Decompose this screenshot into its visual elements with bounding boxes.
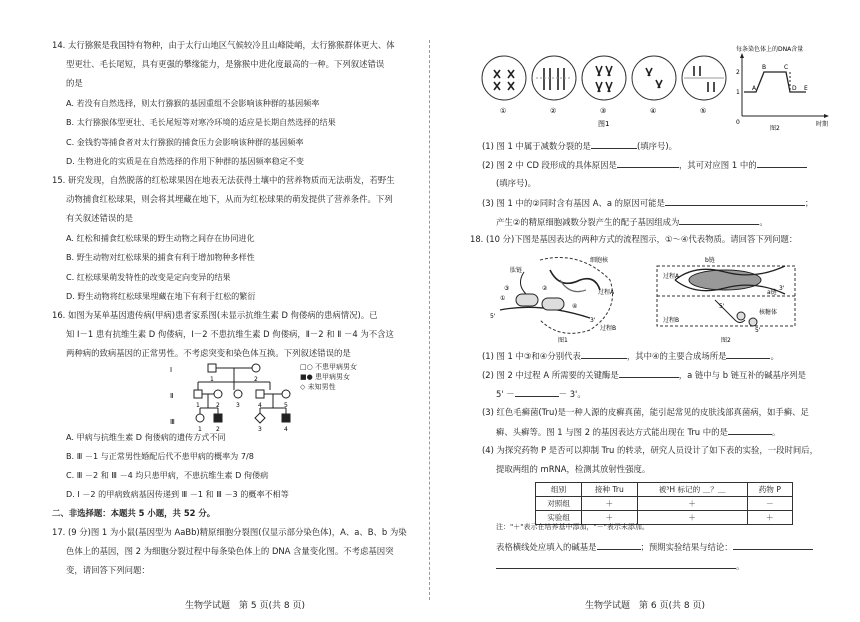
q18-p5a-text: 表格横线处应填入的碱基是	[496, 542, 597, 552]
cell-label-5: ⑤	[700, 107, 707, 115]
fig1-label-process-b: 过程B	[600, 325, 617, 332]
pedigree-num-iii1: 1	[198, 426, 202, 432]
q16-option-c: C. Ⅲ －2 和 Ⅲ －4 均只患甲病，不患抗维生素 D 佝偻病	[66, 470, 269, 480]
gen-label-1: Ⅰ	[170, 366, 173, 374]
fig2-label-process-a: 过程A	[663, 273, 680, 280]
q17-p1-text: (1) 图 1 中属于减数分裂的是	[482, 141, 591, 151]
fig2-point-b: B	[762, 64, 767, 71]
q18-p1-text: (1) 图 1 中③和④分别代表	[482, 351, 581, 361]
q17-p3c-text: 产生②的精原细胞减数分裂产生的配子基因组成为	[496, 217, 680, 227]
q16-option-b: B. Ⅲ －1 与正常男性婚配后代不患甲病的概率为 7/8	[66, 451, 254, 461]
fig1-label-peptide: 肽链	[510, 267, 523, 274]
q18-part-5a	[496, 541, 813, 553]
cell-5	[682, 56, 726, 100]
cell-label-4: ④	[650, 107, 657, 115]
q17-part-2	[482, 159, 807, 171]
fig2-label-5prime-b: 5'	[755, 327, 761, 334]
fig2-label-ribosome: 核糖体	[759, 309, 778, 316]
fig2-label-b-strand: b链	[705, 257, 715, 264]
pedigree-num-iii2: 2	[216, 426, 220, 432]
pedigree-num-ii5: 5	[284, 402, 288, 409]
q18-p1-end: 。	[770, 351, 779, 361]
q18-p3b-text: 癣、头癣等。图 1 与图 2 的基因表达方式能出现在 Tru 中的是	[496, 427, 728, 437]
fig2-point-e: E	[804, 85, 808, 92]
table-header-labeled: 被³H 标记的 ＿？＿	[637, 483, 747, 497]
q15-stem-3: 有关叙述错误的是	[66, 213, 133, 223]
table-row	[536, 497, 793, 511]
table-header-group: 组别	[536, 483, 582, 497]
q14-option-d: D. 生物进化的实质是在自然选择的作用下种群的基因频率稳定不变	[66, 156, 305, 166]
q18-part-2	[482, 369, 806, 381]
q16-stem-2: 知 Ⅰ－1 患有抗维生素 D 佝偻病，Ⅰ－2 不患抗维生素 D 佝偻病，Ⅱ－2 和 Ⅱ －4 为不含这	[66, 329, 394, 339]
fig1-label-2: ②	[542, 285, 548, 292]
fig2-tick-2: 2	[736, 69, 740, 76]
q17-stem-3: 变，请回答下列问题：	[66, 565, 150, 575]
fig2-origin: 0	[736, 119, 740, 126]
q18-part-5c	[496, 560, 744, 572]
q16-stem-1: 16. 如图为某单基因遗传病(甲病)患者家系图(未显示抗维生素 D 佝偻病的患病情况)。已	[52, 310, 378, 320]
pedigree-ii2	[214, 390, 222, 398]
fig2-point-a: A	[752, 85, 757, 92]
q17-p2-suffix: (填序号)。	[496, 178, 537, 188]
q14-stem-2: 型更壮、毛长尾短，具有更强的攀缘能力，是猕猴中进化度最高的一种。下列叙述错误	[66, 59, 385, 69]
table-note: 注："＋"表示在培养基中添加，"－"表示未添加。	[496, 523, 649, 531]
q17-p2-text: (2) 图 2 中 CD 段形成的具体原因是	[482, 160, 617, 170]
pedigree-iii4	[282, 414, 290, 422]
section-2-heading: 二、非选择题：本题共 5 小题，共 52 分。	[52, 508, 216, 518]
q18-stem: 18. (10 分)下图是基因表达的两种方式的流程图示，①～④代表物质。请回答下列问题：	[470, 234, 798, 244]
pedigree-ii3	[234, 390, 242, 398]
q18-p2-5prime: 5' －	[496, 389, 515, 399]
pedigree-num-i2: 2	[254, 376, 258, 383]
table-header-row	[536, 483, 793, 497]
q18-part-4a: (4) 为探究药物 P 是否可以抑制 Tru 的转录，研究人员设计了如下表的实验，一段时间后，	[482, 445, 818, 455]
legend-affected: ■● 患甲病男女	[300, 373, 350, 381]
q17-p3d-end: 。	[759, 217, 768, 227]
fig1-label-5prime: 5'	[490, 313, 496, 320]
q18-p2-3prime: － 3'。	[558, 389, 586, 399]
fig1-label-4: ④	[572, 303, 578, 310]
q15-option-d: D. 野生动物将红松球果埋藏在地下有利于红松的繁衍	[66, 291, 256, 301]
cell-4	[632, 56, 676, 100]
q17-p3-semicolon: ；	[804, 198, 814, 208]
q17-p2-blank-2[interactable]	[757, 159, 807, 168]
q15-stem-2: 动物捕食红松球果，则会将其埋藏在地下，从而为红松球果的萌发提供了营养条件。下列	[66, 194, 393, 204]
fig1-label-3prime: 3'	[590, 317, 596, 324]
q14-stem-3: 的是	[66, 78, 83, 88]
table-header-tru: 接种 Tru	[582, 483, 637, 497]
table-cell: 实验组	[536, 511, 582, 525]
q18-p1-mid: ，其中④的主要合成场所是	[626, 351, 727, 361]
pedigree-num-ii2: 2	[216, 402, 220, 409]
pedigree-num-iii3: 3	[258, 426, 262, 432]
q18-p2-blank-1[interactable]	[619, 369, 679, 378]
dna-strand	[550, 270, 600, 290]
q17-part-1	[482, 140, 677, 152]
q18-part-2b	[496, 388, 586, 400]
q18-fig1	[480, 250, 650, 346]
table-cell: ＋	[747, 511, 792, 525]
q18-part-3b	[496, 426, 780, 438]
gen-label-3: Ⅲ	[170, 418, 175, 426]
q15-option-b: B. 野生动物对红松球果的捕食有利于增加物种多样性	[66, 252, 255, 262]
fig2-ylabel: 每条染色体上的DNA含量	[736, 46, 804, 53]
right-page	[430, 0, 860, 622]
q17-stem-2: 色体上的基因，图 2 为细胞分裂过程中每条染色体上的 DNA 含量变化图。不考虑基因突	[66, 546, 394, 556]
q17-stem-1: 17. (9 分)图 1 为小鼠(基因型为 AaBb)精原细胞分裂图(仅显示部分染色体)，A、a、B、b 为染	[52, 527, 407, 537]
q18-fig1-caption: 图1	[558, 337, 568, 344]
q18-part-4b: 提取两组的 mRNA，检测其放射性强度。	[496, 464, 651, 474]
legend-unaffected: □○ 不患甲病男女	[300, 363, 357, 371]
q16-option-d: D. Ⅰ －2 的甲病致病基因传递到 Ⅲ －1 和 Ⅲ －3 的概率不相等	[66, 489, 289, 499]
fig1-label-nucleus: 细胞核	[590, 257, 609, 264]
q18-p5-blank-2[interactable]	[733, 541, 813, 550]
pedigree-num-ii1: 1	[196, 402, 200, 409]
q14-stem-1: 14. 太行猕猴是我国特有物种，由于太行山地区气候较冷且山峰陡峭，太行猕猴群体更大、体	[52, 40, 395, 50]
legend-unknown: ◇ 未知男性	[300, 383, 336, 391]
q18-p3-end: 。	[771, 427, 781, 437]
table-cell: ＋	[637, 497, 747, 511]
pedigree-iii3	[255, 413, 265, 423]
fig2-dna-graph	[730, 42, 840, 132]
cell-2	[532, 56, 576, 100]
fig1-cell-division	[480, 48, 728, 128]
cell-3	[582, 56, 626, 100]
fig2-caption: 图2	[770, 125, 780, 132]
table-cell: ＋	[582, 511, 637, 525]
fig2-label-a-strand: a链	[767, 289, 777, 296]
fig1-caption: 图1	[598, 120, 610, 128]
q17-p3-blank-2[interactable]	[679, 216, 759, 225]
fig2-label-3prime: 3'	[779, 285, 785, 292]
table-cell: －	[747, 497, 792, 511]
fig2-tick-1: 1	[736, 89, 740, 96]
pedigree-ii4	[256, 390, 264, 398]
pedigree-i1	[208, 364, 216, 372]
fig1-label-3: ③	[504, 285, 510, 292]
pedigree-chart	[160, 360, 310, 432]
q15-stem-1: 15. 研究发现，自然脱落的红松球果因在地表无法获得土壤中的营养物质而无法萌发，若野生	[52, 175, 395, 185]
fig2-point-d: D	[792, 85, 797, 92]
right-footer: 生物学试题 第 6 页(共 8 页)	[585, 601, 705, 611]
q18-p5b-text: ；预期实验结果与结论：	[640, 542, 733, 552]
dna-bubble	[689, 270, 761, 290]
q17-part-3	[482, 197, 813, 209]
q16-option-a: A. 甲病与抗维生素 D 佝偻病的遗传方式不同	[66, 432, 226, 442]
q18-fig2-caption: 图2	[721, 337, 731, 344]
cell-label-1: ①	[500, 107, 507, 115]
left-footer: 生物学试题 第 5 页(共 8 页)	[185, 601, 305, 611]
fig2-label-process-b: 过程B	[663, 317, 680, 324]
q14-option-a: A. 若没有自然选择，则太行猕猴的基因重组不会影响该种群的基因频率	[66, 98, 320, 108]
cell-label-2: ②	[550, 107, 557, 115]
table-header-drug: 药物 P	[747, 483, 792, 497]
pedigree-legend	[300, 362, 357, 392]
pedigree-num-ii4: 4	[258, 402, 262, 409]
q18-p2-blank-2[interactable]	[515, 388, 559, 397]
q18-p5-blank-3[interactable]	[496, 560, 736, 569]
table-cell: ＋	[637, 511, 747, 525]
cell-1	[482, 56, 526, 100]
q16-stem-3: 两种病的致病基因的正常男性。不考虑突变和染色体互换。下列叙述错误的是	[66, 348, 351, 358]
q18-p5-end: 。	[736, 561, 745, 571]
pedigree-num-ii3: 3	[236, 402, 240, 409]
q15-option-c: C. 红松球果萌发特性的改变是定向变异的结果	[66, 272, 231, 282]
pedigree-num-iii4: 4	[284, 426, 288, 432]
q15-option-a: A. 红松和捕食红松球果的野生动物之间存在协同进化	[66, 233, 255, 243]
q18-p2-mid: ，a 链中与 b 链互补的碱基序列是	[678, 370, 807, 380]
experiment-table	[535, 482, 793, 525]
fig1-label-process-a: 过程A	[598, 289, 615, 296]
pedigree-ii5	[282, 390, 290, 398]
q17-p3-text: (3) 图 1 中的②同时含有基因 A、a 的原因可能是	[482, 198, 665, 208]
ribosome-1	[516, 294, 538, 306]
pedigree-ii1	[194, 390, 202, 398]
q18-part-1	[482, 350, 779, 362]
q17-p1-blank[interactable]	[591, 140, 637, 149]
q14-option-b: B. 太行猕猴体型更壮、毛长尾短等对寒冷环境的适应是长期自然选择的结果	[66, 117, 336, 127]
table-cell: ＋	[582, 497, 637, 511]
q14-option-c: C. 金钱豹等捕食者对太行猕猴的捕食压力会影响该种群的基因频率	[66, 137, 304, 147]
gen-label-2: Ⅱ	[170, 392, 174, 400]
table-cell: 对照组	[536, 497, 582, 511]
pedigree-iii2	[214, 414, 222, 422]
ribosome-2	[542, 298, 564, 310]
peptide-chain	[520, 272, 526, 294]
q17-p2-blank-1[interactable]	[617, 159, 679, 168]
q18-p3-blank[interactable]	[728, 426, 772, 435]
pedigree-i2	[252, 364, 260, 372]
fig2-point-c: C	[784, 64, 789, 71]
cell-label-3: ③	[600, 107, 607, 115]
fig1-label-1: ①	[500, 295, 506, 302]
pedigree-iii1	[196, 414, 204, 422]
q18-p1-blank-2[interactable]	[726, 350, 770, 359]
q17-p2-mid: ，其可对应图 1 中的	[678, 160, 757, 170]
q18-p2-text: (2) 图 2 中过程 A 所需要的关键酶是	[482, 370, 619, 380]
q18-part-3a: (3) 红色毛癣菌(Tru)是一种人源的皮癣真菌，能引起常见的皮肤浅部真菌病，如手癣、足	[482, 407, 809, 417]
fig2-label-5prime-a: 5'	[719, 303, 725, 310]
q18-fig2	[655, 250, 805, 346]
q18-p5-blank-1[interactable]	[597, 541, 641, 550]
q18-p1-blank-1[interactable]	[581, 350, 627, 359]
q17-p1-suffix: (填序号)。	[636, 141, 677, 151]
q17-part-3b	[496, 216, 768, 228]
q17-p3-blank-1[interactable]	[665, 197, 805, 206]
pedigree-num-i1: 1	[210, 376, 214, 383]
fig2-xlabel: 时期	[816, 121, 829, 128]
